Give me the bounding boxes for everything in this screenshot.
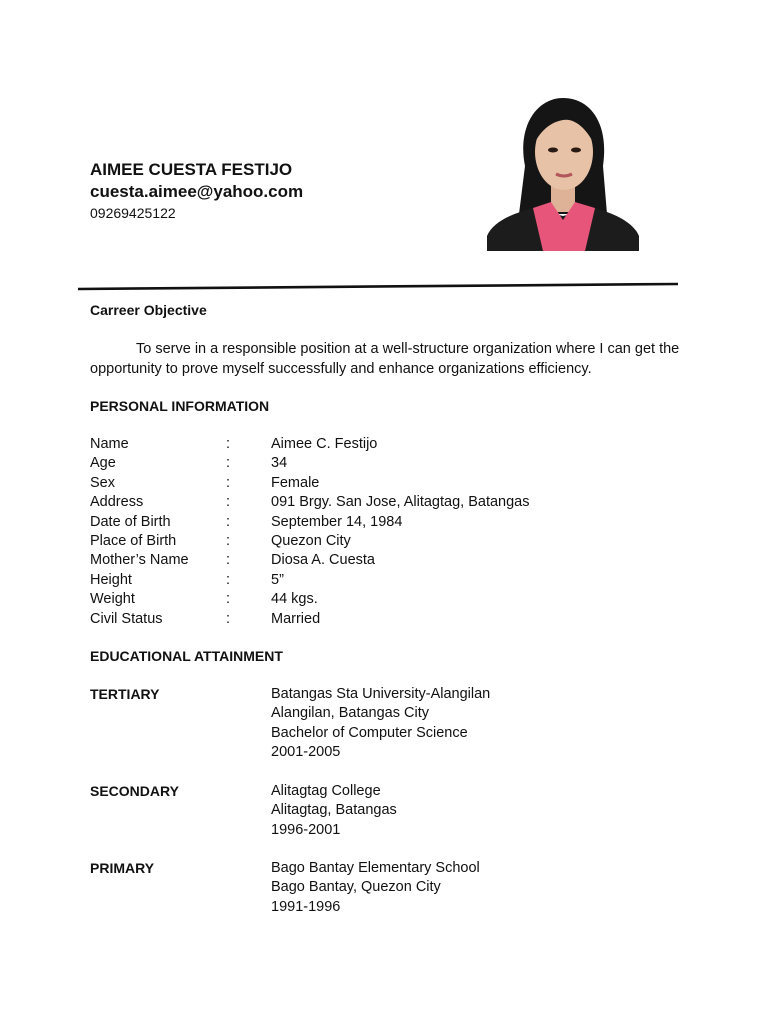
education-line: Alangilan, Batangas City bbox=[271, 705, 429, 722]
applicant-email[interactable]: cuesta.aimee@yahoo.com bbox=[90, 182, 304, 201]
separator: : bbox=[226, 533, 231, 549]
education-line: Alitagtag, Batangas bbox=[271, 802, 397, 819]
label-place-of-birth: Place of Birth bbox=[90, 533, 177, 549]
value-weight: 44 kgs. bbox=[271, 591, 318, 608]
education-line: Bago Bantay, Quezon City bbox=[271, 879, 441, 896]
education-level-secondary: SECONDARY bbox=[90, 783, 179, 799]
separator: : bbox=[226, 436, 231, 452]
education-line: Batangas Sta University-Alangilan bbox=[271, 686, 491, 702]
photo-right-eye bbox=[571, 148, 581, 153]
separator: : bbox=[226, 552, 231, 569]
education-level-tertiary: TERTIARY bbox=[90, 686, 160, 702]
separator: : bbox=[226, 494, 231, 511]
separator: : bbox=[226, 571, 231, 588]
applicant-photo bbox=[487, 96, 639, 251]
label-height: Height bbox=[90, 571, 132, 588]
label-civil-status: Civil Status bbox=[90, 610, 163, 627]
value-mothers-name: Diosa A. Cuesta bbox=[271, 552, 375, 569]
value-civil-status: Married bbox=[271, 610, 321, 627]
photo-left-eye bbox=[548, 148, 558, 153]
label-weight: Weight bbox=[90, 591, 135, 608]
objective-heading: Carreer Objective bbox=[90, 302, 207, 318]
separator: : bbox=[226, 591, 231, 608]
separator: : bbox=[226, 455, 231, 472]
objective-text: To serve in a responsible position at a well-structure organization where I can get the opportunity to prove myself successfully and enhance organizations efficiency. bbox=[90, 341, 680, 377]
education-line: 2001-2005 bbox=[271, 744, 341, 761]
education-level-primary: PRIMARY bbox=[90, 860, 155, 876]
value-name: Aimee C. Festijo bbox=[271, 436, 378, 452]
personal-info-heading: PERSONAL INFORMATION bbox=[90, 398, 270, 414]
value-address: 091 Brgy. San Jose, Alitagtag, Batangas bbox=[271, 494, 530, 511]
separator: : bbox=[226, 513, 231, 530]
label-sex: Sex bbox=[90, 474, 115, 491]
education-line: Alitagtag College bbox=[271, 783, 381, 799]
education-line: Bachelor of Computer Science bbox=[271, 724, 468, 741]
header-divider bbox=[78, 278, 678, 287]
label-age: Age bbox=[90, 455, 116, 472]
education-heading: EDUCATIONAL ATTAINMENT bbox=[90, 648, 283, 664]
label-address: Address bbox=[90, 494, 144, 511]
separator: : bbox=[226, 474, 231, 491]
label-mothers-name: Mother’s Name bbox=[90, 552, 189, 569]
label-date-of-birth: Date of Birth bbox=[90, 513, 171, 530]
label-name: Name bbox=[90, 436, 129, 452]
applicant-name: AIMEE CUESTA FESTIJO bbox=[90, 160, 293, 179]
value-height: 5” bbox=[271, 571, 284, 588]
value-sex: Female bbox=[271, 474, 320, 491]
applicant-phone: 09269425122 bbox=[90, 205, 176, 221]
value-date-of-birth: September 14, 1984 bbox=[271, 513, 403, 530]
separator: : bbox=[226, 610, 231, 627]
value-place-of-birth: Quezon City bbox=[271, 533, 351, 549]
education-line: 1991-1996 bbox=[271, 898, 341, 915]
education-line: 1996-2001 bbox=[271, 821, 341, 838]
education-line: Bago Bantay Elementary School bbox=[271, 860, 480, 876]
value-age: 34 bbox=[271, 455, 288, 472]
